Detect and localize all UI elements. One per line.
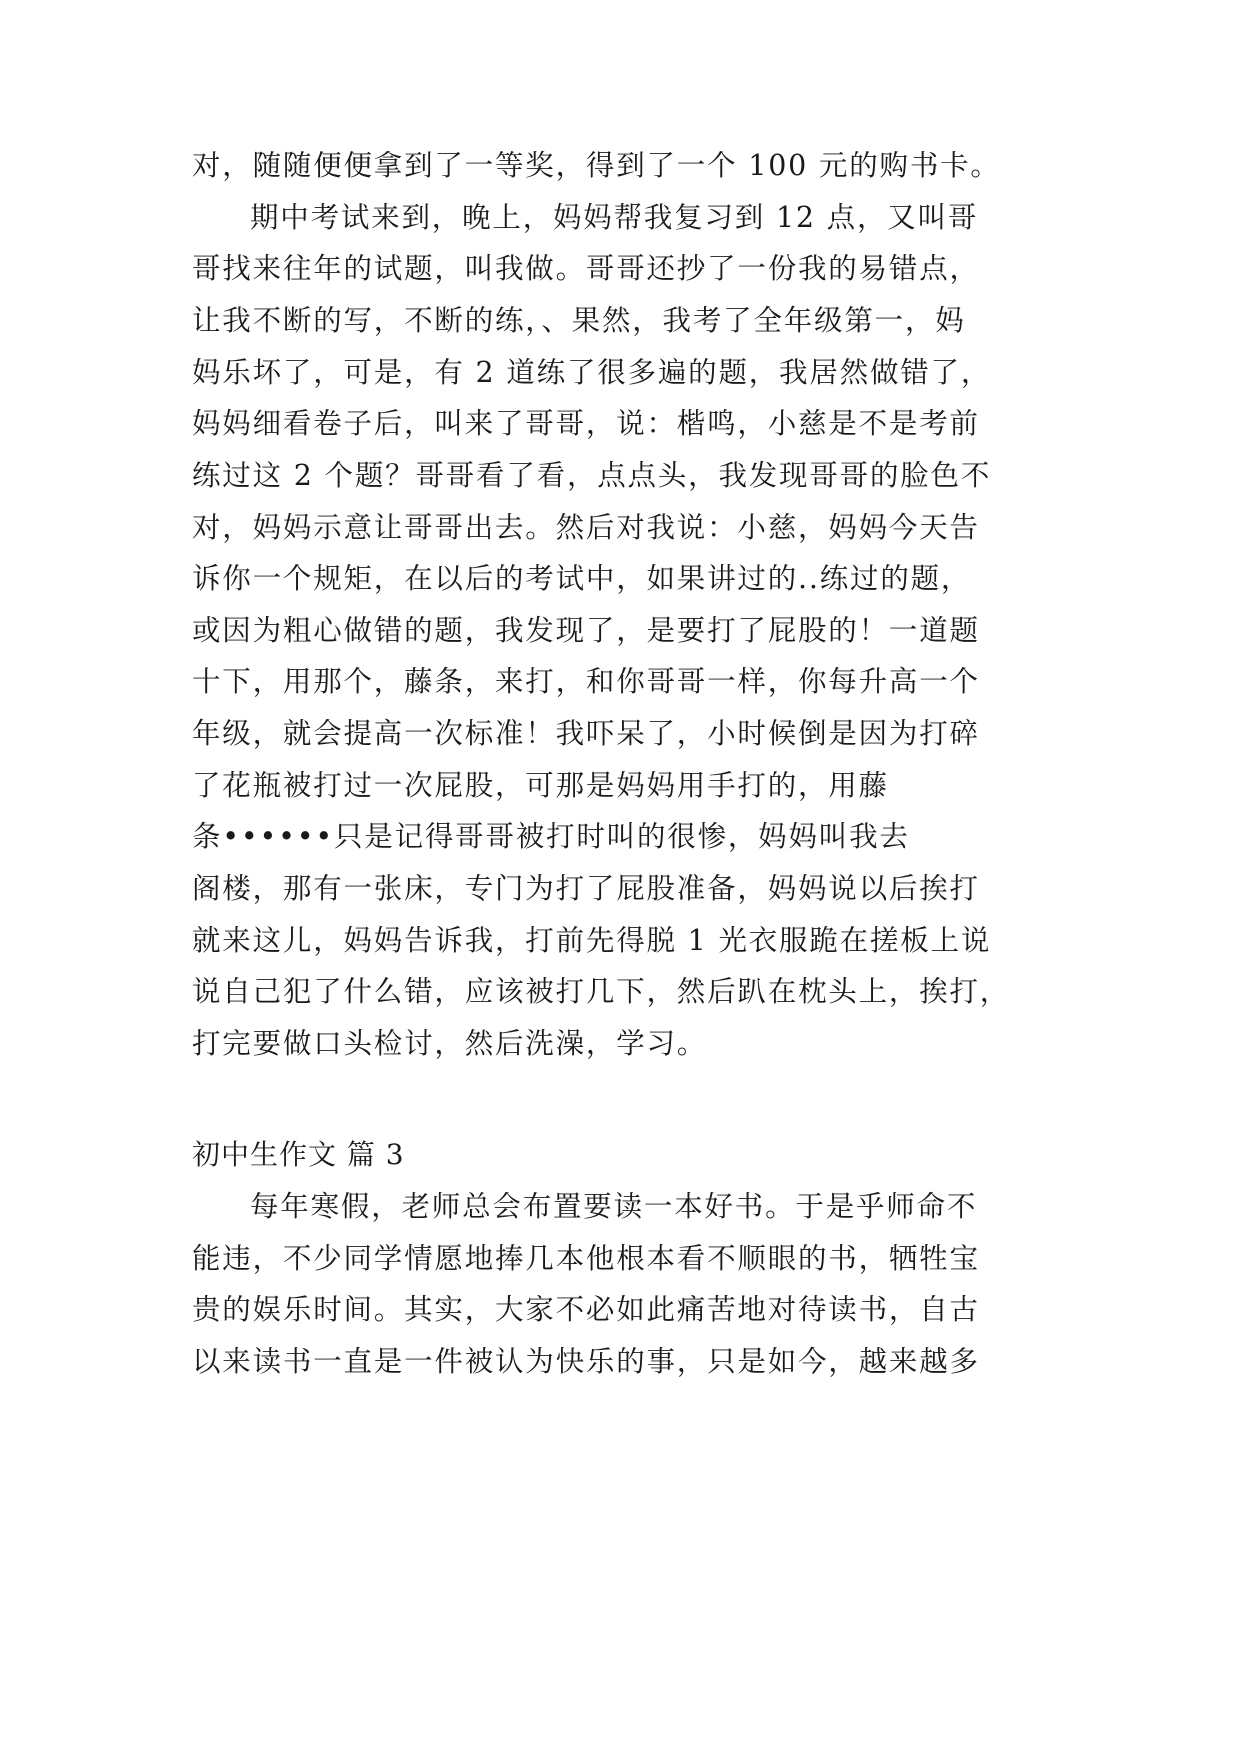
text-line: 年级，就会提高一次标准！我吓呆了，小时候倒是因为打碎 [192, 717, 980, 750]
paragraph-start-line: 期中考试来到，晚上，妈妈帮我复习到 12 点，又叫哥 [250, 201, 979, 234]
paragraph-start-line: 每年寒假，老师总会布置要读一本好书。于是乎师命不 [250, 1190, 978, 1223]
text-line: 练过这 2 个题？哥哥看了看，点点头，我发现哥哥的脸色不 [192, 459, 992, 492]
text-line: 哥找来往年的试题，叫我做。哥哥还抄了一份我的易错点， [192, 252, 980, 285]
text-line: 或因为粗心做错的题，我发现了，是要打了屁股的！一道题 [192, 614, 980, 647]
text-line: 了花瓶被打过一次屁股，可那是妈妈用手打的，用藤 [192, 769, 889, 802]
text-line: 对，妈妈示意让哥哥出去。然后对我说：小慈，妈妈今天告 [192, 511, 980, 544]
text-line: 说自己犯了什么错，应该被打几下，然后趴在枕头上，挨打， [192, 975, 1011, 1008]
text-line: 妈妈细看卷子后，叫来了哥哥，说：楷鸣，小慈是不是考前 [192, 407, 980, 440]
text-line: 条••••••只是记得哥哥被打时叫的很惨，妈妈叫我去 [192, 820, 910, 853]
text-line: 诉你一个规矩，在以后的考试中，如果讲过的..练过的题， [192, 562, 972, 595]
text-line: 十下，用那个，藤条，来打，和你哥哥一样，你每升高一个 [192, 665, 980, 698]
text-line: 就来这儿，妈妈告诉我，打前先得脱 1 光衣服跪在搓板上说 [192, 924, 992, 957]
text-line: 以来读书一直是一件被认为快乐的事，只是如今，越来越多 [192, 1345, 980, 1378]
text-line: 打完要做口头检讨，然后洗澡，学习。 [192, 1027, 708, 1060]
text-line: 贵的娱乐时间。其实，大家不必如此痛苦地对待读书，自古 [192, 1293, 980, 1326]
text-line: 妈乐坏了，可是，有 2 道练了很多遍的题，我居然做错了， [192, 356, 992, 389]
text-line: 对，随随便便拿到了一等奖，得到了一个 100 元的购书卡。 [192, 149, 1001, 182]
text-line: 让我不断的写，不断的练，、果然，我考了全年级第一，妈 [192, 304, 966, 337]
section-heading: 初中生作文 篇 3 [192, 1138, 405, 1171]
text-line: 能违，不少同学情愿地捧几本他根本看不顺眼的书，牺牲宝 [192, 1242, 980, 1275]
text-line: 阁楼，那有一张床，专门为打了屁股准备，妈妈说以后挨打 [192, 872, 980, 905]
